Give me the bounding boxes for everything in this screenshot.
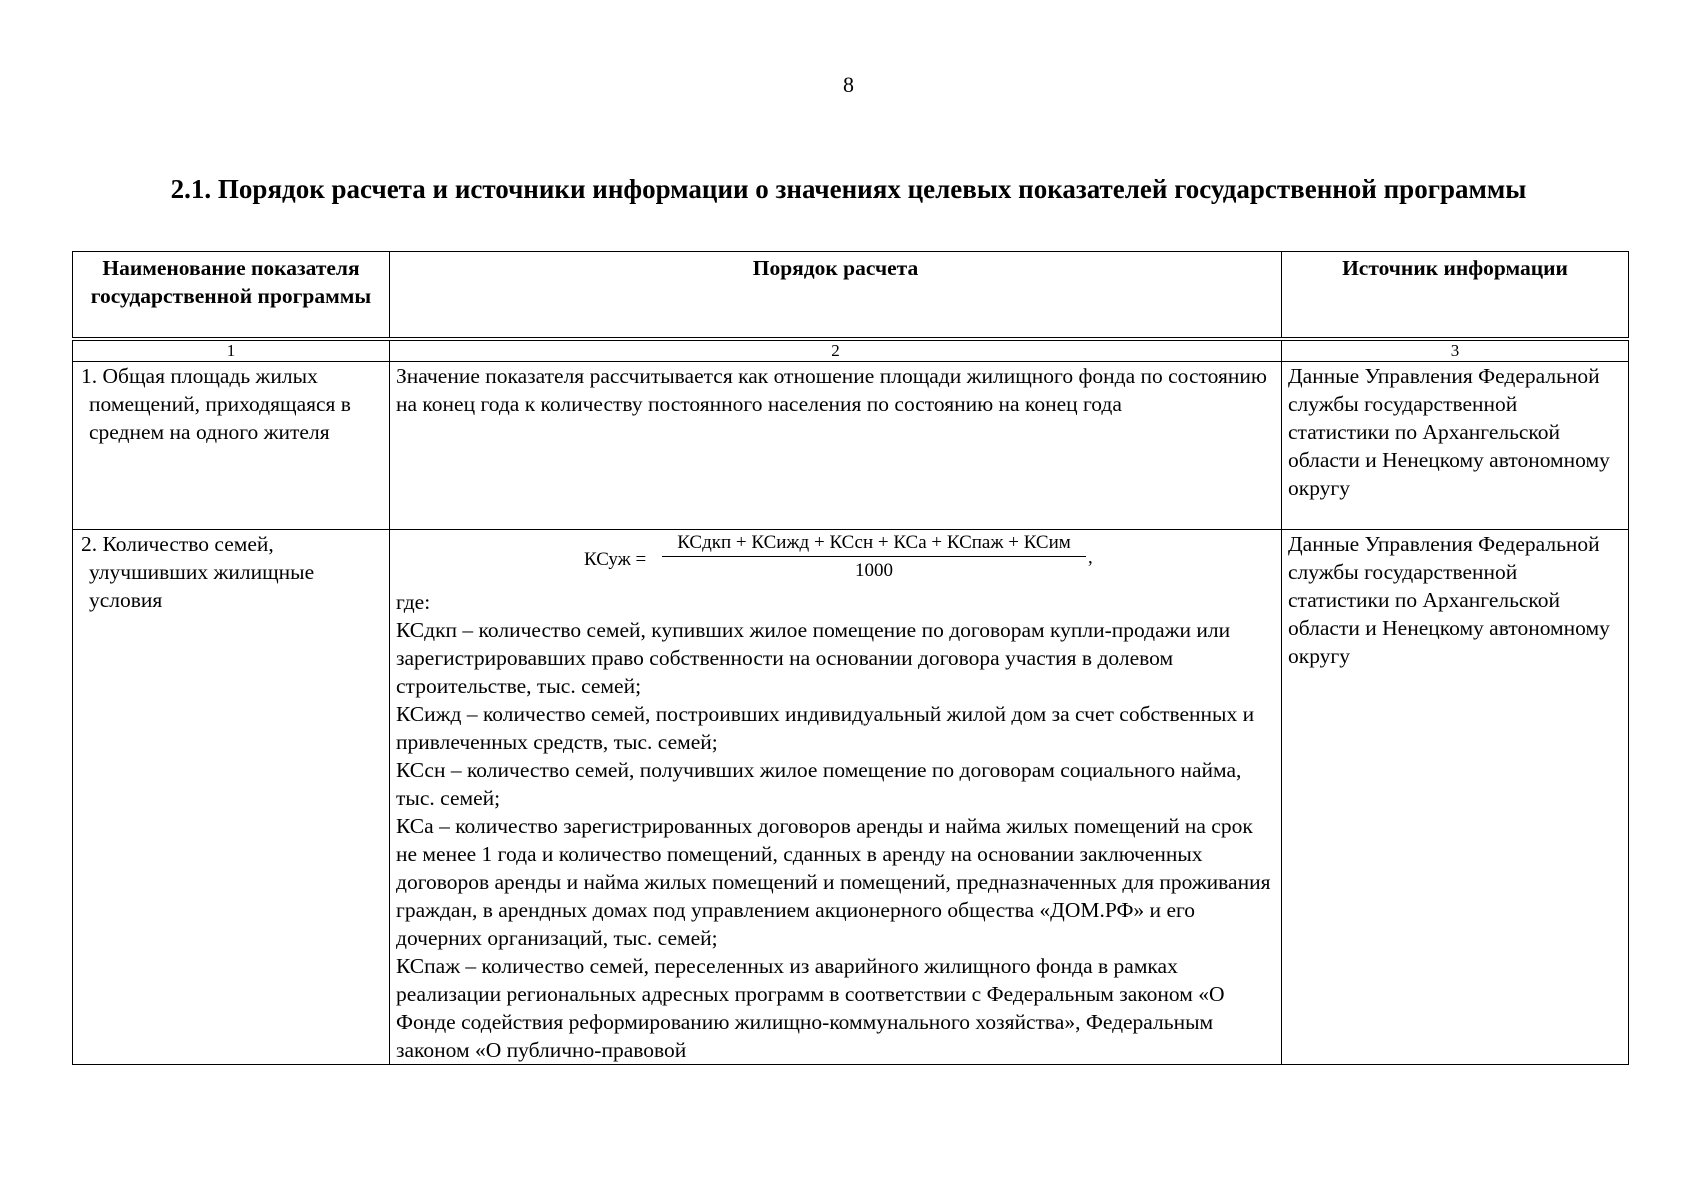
calculation-line: КСдкп – количество семей, купивших жилое помещение по договорам купли-продажи или зарегистрировавших право собственности на основании договора участия в долевом строительстве, тыс. семей;	[396, 618, 1231, 698]
indicator-name: 1. Общая площадь жилых помещений, приходящаяся в среднем на одного жителя	[81, 364, 351, 444]
formula	[396, 530, 1275, 588]
page-number: 8	[843, 72, 854, 97]
formula-lhs: КСуж =	[584, 549, 647, 570]
formula-trail: ,	[1088, 547, 1093, 568]
header-indicator-name: Наименование показателя государственной программы	[73, 252, 390, 340]
calculation-line: КСа – количество зарегистрированных договоров аренды и найма жилых помещений на срок не менее 1 года и количество помещений, сданных в аренду на основании заключенных договоров аренды и найма жилых помещений и помещений, предназначенных для проживания граждан, в арендных домах под управлением акционерного общества «ДОМ.РФ» и его дочерних организаций, тыс. семей;	[396, 814, 1271, 950]
column-number-row	[73, 339, 1629, 362]
calculation-line: КСпаж – количество семей, переселенных из аварийного жилищного фонда в рамках реализации региональных адресных программ в соответствии с Федеральным законом «О Фонде содействия реформированию жилищно-коммунального хозяйства», Федеральным законом «О публично-правовой	[396, 954, 1225, 1062]
calculation-cell	[390, 362, 1282, 530]
indicators-table	[72, 251, 1629, 1065]
calculation-cell	[390, 530, 1282, 1065]
indicator-name-cell	[73, 530, 390, 1065]
column-number-3: 3	[1282, 339, 1629, 362]
source-text: Данные Управления Федеральной службы государственной статистики по Архангельской области и Ненецкому автономному округу	[1288, 532, 1610, 668]
table-row	[73, 362, 1629, 530]
indicator-name: 2. Количество семей, улучшивших жилищные условия	[81, 532, 315, 612]
header-source: Источник информации	[1282, 252, 1629, 340]
column-number-2: 2	[390, 339, 1282, 362]
table-row	[73, 530, 1629, 1065]
calculation-text: Значение показателя рассчитывается как отношение площади жилищного фонда по состоянию на конец года к количеству постоянного населения по состоянию на конец года	[396, 364, 1267, 416]
section-title: 2.1. Порядок расчета и источники информации о значениях целевых показателей государственной программы	[170, 174, 1527, 204]
calculation-line: КСижд – количество семей, построивших индивидуальный жилой дом за счет собственных и привлеченных средств, тыс. семей;	[396, 702, 1255, 754]
column-number-1: 1	[73, 339, 390, 362]
source-cell	[1282, 530, 1629, 1065]
table-header-row	[73, 252, 1629, 340]
formula-fraction	[662, 530, 1086, 585]
formula-numerator: КСдкп + КСижд + КСсн + КСа + КСпаж + КСим	[662, 530, 1086, 557]
indicator-name-cell	[73, 362, 390, 530]
calculation-line: КСсн – количество семей, получивших жилое помещение по договорам социального найма, тыс. семей;	[396, 758, 1242, 810]
calculation-line: где:	[396, 590, 431, 614]
source-cell	[1282, 362, 1629, 530]
source-text: Данные Управления Федеральной службы государственной статистики по Архангельской области и Ненецкому автономному округу	[1288, 364, 1610, 500]
header-calculation: Порядок расчета	[390, 252, 1282, 340]
formula-denominator: 1000	[855, 560, 893, 581]
